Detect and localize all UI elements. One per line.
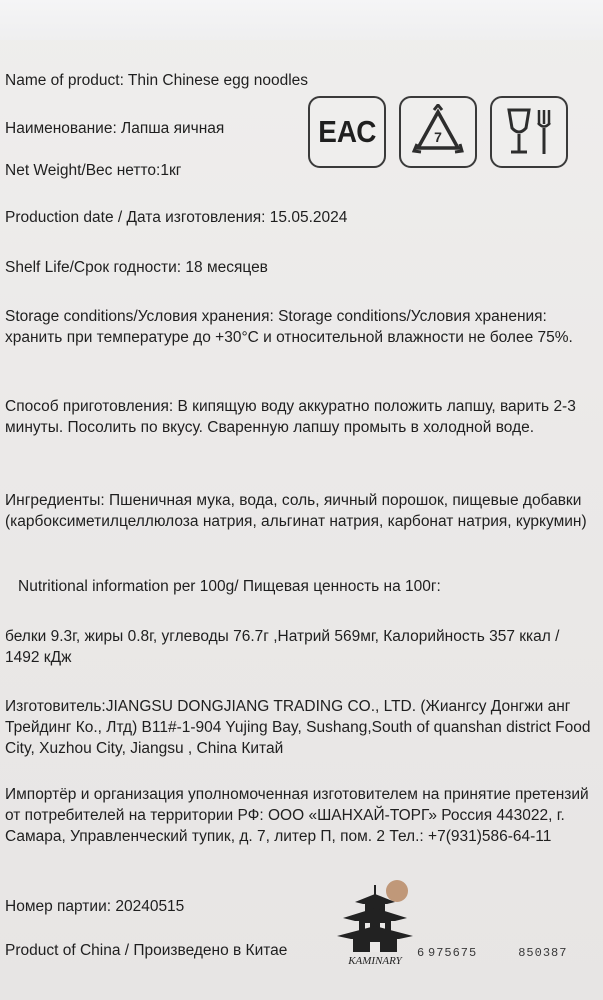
- barcode-digits: 975675 850387: [428, 946, 568, 960]
- barcode-prefix: 6: [417, 946, 425, 960]
- product-name-ru: Наименование: Лапша яичная: [5, 120, 225, 137]
- nutrition-values: белки 9.3г, жиры 0.8г, углеводы 76.7г ,Натрий 569мг, Калорийность 357 ккал / 1492 кДж: [5, 628, 560, 666]
- product-name-en: Name of product: Thin Chinese egg noodles: [5, 72, 309, 89]
- nutrition-header: Nutritional information per 100g/ Пищевая ценность на 100г:: [18, 578, 441, 595]
- recycle-triangle-icon: [408, 104, 468, 160]
- storage-conditions: Storage conditions/Условия хранения: Storage conditions/Условия хранения: хранить при температуре до +30°С и относительной влажности не более 75%.: [5, 308, 573, 346]
- recycle-number: 7: [434, 129, 442, 145]
- recycle-icon: [399, 96, 477, 168]
- certification-icons: [308, 96, 568, 168]
- batch-number: Номер партии: 20240515: [5, 898, 185, 915]
- eac-mark-icon: [308, 96, 386, 168]
- importer-info: Импортёр и организация уполномоченная изготовителем на принятие претензий от потребителей на территории РФ: ООО «ШАНХАЙ-ТОРГ» Россия 443022, г. Самара, Управленческий тупик, д. 7, литер П, пом. 2 Тел.: +7(931)586-64-11: [5, 786, 589, 845]
- eac-mark-text: ЕАС: [317, 114, 377, 149]
- ingredients: Ингредиенты: Пшеничная мука, вода, соль, яичный порошок, пищевые добавки (карбоксиметилцеллюлоза натрия, альгинат натрия, карбонат натрия, куркумин): [5, 492, 587, 530]
- country-of-origin: Product of China / Произведено в Китае: [5, 942, 288, 959]
- production-date: Production date / Дата изготовления: 15.05.2024: [5, 209, 348, 226]
- brand-name: KAMINARY: [348, 955, 402, 967]
- cooking-instructions: Способ приготовления: В кипящую воду аккуратно положить лапшу, варить 2-3 минуты. Посолить по вкусу. Сваренную лапшу промыть в холодной воде.: [5, 398, 576, 436]
- kaminary-pagoda-logo: [335, 880, 415, 990]
- net-weight: Net Weight/Вес нетто:1кг: [5, 162, 182, 179]
- food-safe-icon: [490, 96, 568, 168]
- label-top-edge: [0, 0, 603, 40]
- shelf-life: Shelf Life/Срок годности: 18 месяцев: [5, 259, 268, 276]
- glass-fork-icon: [499, 104, 559, 160]
- manufacturer-info: Изготовитель:JIANGSU DONGJIANG TRADING CO., LTD. (Жиангсу Донгжи анг Трейдинг Ко., Лтд) B11#-1-904 Yujing Bay, Sushang,South of quanshan district Food City, Xuzhou City, Jiangsu , China Китай: [5, 698, 591, 757]
